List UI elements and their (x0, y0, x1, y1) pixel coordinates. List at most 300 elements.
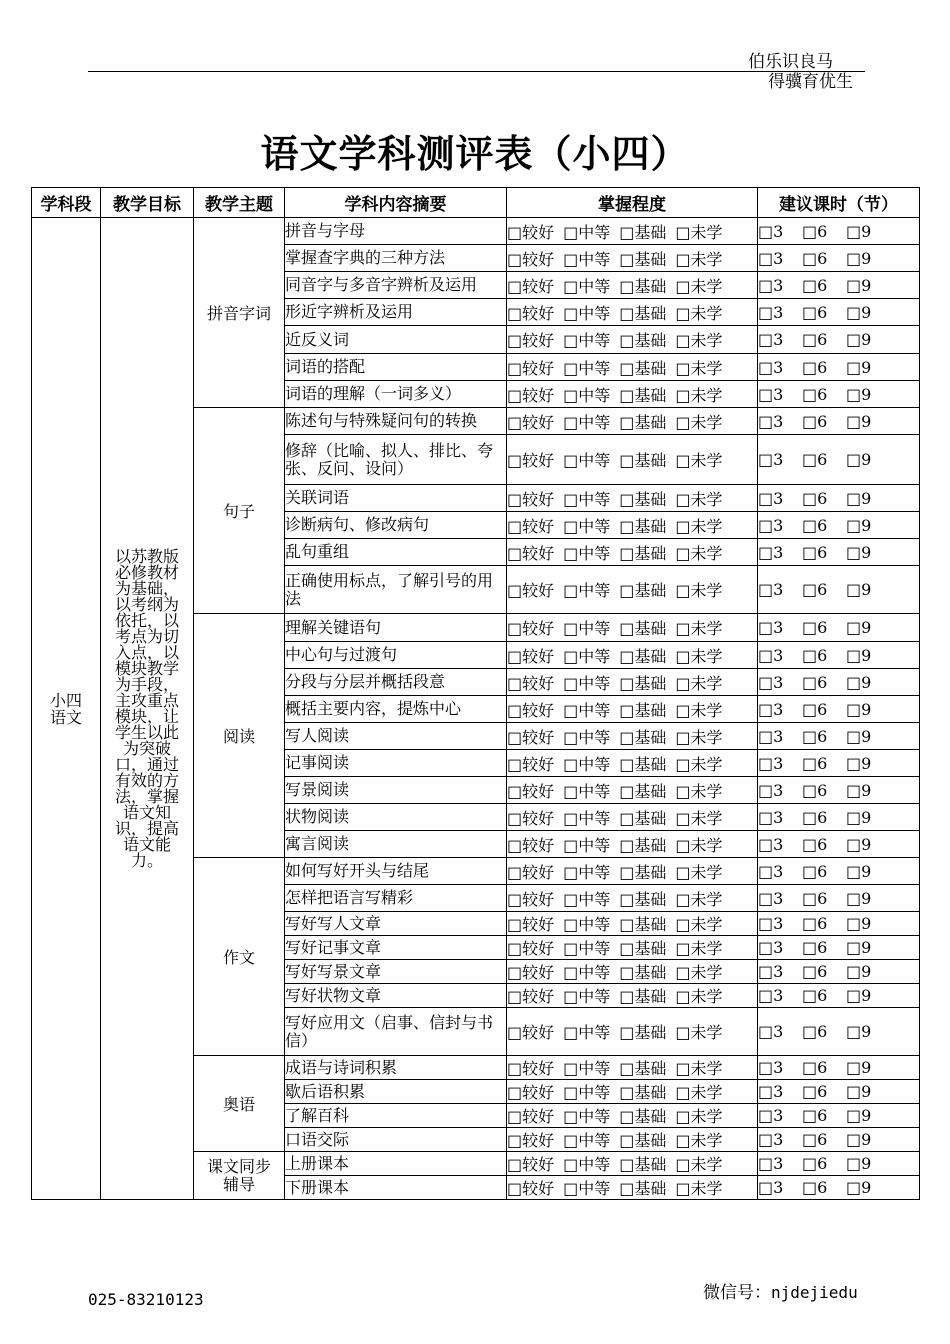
mastery-checkbox-basic[interactable]: □基础 (619, 987, 667, 1006)
hours-checkbox-6[interactable]: □6 (802, 302, 828, 322)
mastery-checkbox-basic[interactable]: □基础 (619, 222, 667, 242)
mastery-checkbox-basic[interactable]: □基础 (619, 727, 667, 747)
hours-options (758, 614, 920, 642)
mastery-checkbox-unlearned[interactable]: □未学 (675, 939, 723, 958)
hours-checkbox-9[interactable]: □9 (846, 411, 872, 431)
content-text: 分段与分层并概括段意 (285, 672, 446, 691)
mastery-checkbox-good[interactable]: □较好 (507, 781, 555, 801)
hours-checkbox-6[interactable]: □6 (802, 488, 828, 508)
mastery-checkbox-good[interactable]: □较好 (507, 276, 555, 296)
mastery-checkbox-unlearned[interactable]: □未学 (675, 581, 723, 600)
hours-checkbox-3[interactable]: □3 (758, 1178, 784, 1197)
hours-checkbox-9[interactable]: □9 (846, 645, 872, 665)
mastery-checkbox-unlearned[interactable]: □未学 (675, 516, 723, 536)
mastery-checkbox-basic[interactable]: □基础 (619, 963, 667, 982)
hours-checkbox-3[interactable]: □3 (758, 1130, 784, 1149)
mastery-checkbox-basic[interactable]: □基础 (619, 1023, 667, 1042)
hours-checkbox-6[interactable]: □6 (802, 275, 828, 295)
mastery-checkbox-good[interactable]: □较好 (507, 581, 555, 600)
mastery-checkbox-medium[interactable]: □中等 (563, 1059, 611, 1078)
hours-options (758, 1056, 920, 1080)
mastery-options (507, 512, 758, 539)
mastery-options (507, 245, 758, 272)
hours-checkbox-6[interactable]: □6 (802, 1058, 828, 1077)
mastery-checkbox-medium[interactable]: □中等 (563, 727, 611, 747)
mastery-checkbox-basic[interactable]: □基础 (619, 915, 667, 934)
wechat-label: 微信号： (703, 1283, 771, 1303)
hours-checkbox-3[interactable]: □3 (758, 645, 784, 665)
mastery-checkbox-good[interactable]: □较好 (507, 835, 555, 855)
mastery-checkbox-good[interactable]: □较好 (507, 673, 555, 693)
hours-checkbox-6[interactable]: □6 (802, 726, 828, 746)
mastery-checkbox-unlearned[interactable]: □未学 (675, 727, 723, 747)
mastery-checkbox-good[interactable]: □较好 (507, 646, 555, 666)
mastery-checkbox-unlearned[interactable]: □未学 (675, 1131, 723, 1150)
hours-checkbox-3[interactable]: □3 (758, 1106, 784, 1125)
mastery-checkbox-good[interactable]: □较好 (507, 939, 555, 958)
hours-checkbox-6[interactable]: □6 (802, 580, 828, 599)
mastery-checkbox-unlearned[interactable]: □未学 (675, 963, 723, 982)
mastery-checkbox-unlearned[interactable]: □未学 (675, 385, 723, 405)
hours-checkbox-6[interactable]: □6 (802, 1130, 828, 1149)
hours-checkbox-3[interactable]: □3 (758, 1082, 784, 1101)
hours-checkbox-9[interactable]: □9 (846, 888, 872, 908)
hours-checkbox-3[interactable]: □3 (758, 1058, 784, 1077)
mastery-checkbox-medium[interactable]: □中等 (563, 987, 611, 1006)
mastery-checkbox-unlearned[interactable]: □未学 (675, 331, 723, 350)
hours-checkbox-6[interactable]: □6 (802, 1154, 828, 1173)
hours-options (758, 326, 920, 354)
hours-checkbox-3[interactable]: □3 (758, 1154, 784, 1173)
mastery-options (507, 299, 758, 326)
mastery-checkbox-unlearned[interactable]: □未学 (675, 412, 723, 432)
hours-checkbox-9[interactable]: □9 (846, 1106, 872, 1125)
mastery-checkbox-basic[interactable]: □基础 (619, 543, 667, 563)
hours-checkbox-6[interactable]: □6 (802, 645, 828, 665)
mastery-options (507, 408, 758, 435)
hours-options (758, 885, 920, 912)
mastery-checkbox-unlearned[interactable]: □未学 (675, 646, 723, 666)
hours-checkbox-3[interactable]: □3 (758, 888, 784, 908)
mastery-options (507, 326, 758, 354)
hours-checkbox-6[interactable]: □6 (802, 618, 828, 637)
mastery-checkbox-medium[interactable]: □中等 (563, 781, 611, 801)
mastery-options (507, 1080, 758, 1104)
theme-cell (194, 1152, 285, 1200)
mastery-checkbox-medium[interactable]: □中等 (563, 915, 611, 934)
hours-checkbox-6[interactable]: □6 (802, 1178, 828, 1197)
mastery-checkbox-good[interactable]: □较好 (507, 451, 555, 470)
mastery-checkbox-basic[interactable]: □基础 (619, 619, 667, 638)
mastery-checkbox-medium[interactable]: □中等 (563, 581, 611, 600)
hours-checkbox-3[interactable]: □3 (758, 384, 784, 404)
mastery-checkbox-medium[interactable]: □中等 (563, 700, 611, 720)
hours-options (758, 858, 920, 885)
hours-checkbox-6[interactable]: □6 (802, 938, 828, 957)
hours-checkbox-9[interactable]: □9 (846, 1022, 872, 1041)
mastery-checkbox-good[interactable]: □较好 (507, 619, 555, 638)
mastery-checkbox-unlearned[interactable]: □未学 (675, 862, 723, 882)
phone-number: 025-83210123 (88, 1290, 204, 1309)
hours-checkbox-6[interactable]: □6 (802, 1082, 828, 1101)
hours-checkbox-6[interactable]: □6 (802, 515, 828, 535)
mastery-checkbox-basic[interactable]: □基础 (619, 331, 667, 350)
mastery-checkbox-basic[interactable]: □基础 (619, 489, 667, 509)
mastery-checkbox-good[interactable]: □较好 (507, 963, 555, 982)
hours-checkbox-3[interactable]: □3 (758, 450, 784, 469)
mastery-checkbox-basic[interactable]: □基础 (619, 358, 667, 378)
hours-checkbox-3[interactable]: □3 (758, 699, 784, 719)
hours-checkbox-9[interactable]: □9 (846, 275, 872, 295)
hours-checkbox-9[interactable]: □9 (846, 753, 872, 773)
hours-checkbox-3[interactable]: □3 (758, 861, 784, 881)
mastery-checkbox-basic[interactable]: □基础 (619, 451, 667, 470)
mastery-checkbox-good[interactable]: □较好 (507, 754, 555, 774)
hours-checkbox-6[interactable]: □6 (802, 1022, 828, 1041)
hours-checkbox-6[interactable]: □6 (802, 357, 828, 377)
theme-cell (194, 408, 285, 614)
content-cell (285, 642, 507, 669)
hours-checkbox-3[interactable]: □3 (758, 672, 784, 692)
mastery-checkbox-good[interactable]: □较好 (507, 303, 555, 323)
hours-checkbox-3[interactable]: □3 (758, 488, 784, 508)
mastery-checkbox-good[interactable]: □较好 (507, 1023, 555, 1042)
mastery-options (507, 936, 758, 960)
mastery-checkbox-good[interactable]: □较好 (507, 700, 555, 720)
mastery-checkbox-unlearned[interactable]: □未学 (675, 358, 723, 378)
mastery-checkbox-basic[interactable]: □基础 (619, 1107, 667, 1126)
mastery-checkbox-basic[interactable]: □基础 (619, 303, 667, 323)
mastery-options (507, 1128, 758, 1152)
table-row (32, 218, 920, 245)
hours-checkbox-9[interactable]: □9 (846, 807, 872, 827)
content-cell (285, 326, 507, 354)
hours-checkbox-9[interactable]: □9 (846, 986, 872, 1005)
mastery-options (507, 539, 758, 566)
hours-checkbox-9[interactable]: □9 (846, 1154, 872, 1173)
mastery-options (507, 777, 758, 804)
hours-checkbox-3[interactable]: □3 (758, 330, 784, 349)
mastery-checkbox-basic[interactable]: □基础 (619, 939, 667, 958)
wechat-id: njdejiedu (771, 1283, 858, 1302)
mastery-checkbox-basic[interactable]: □基础 (619, 385, 667, 405)
hours-checkbox-9[interactable]: □9 (846, 1082, 872, 1101)
mastery-checkbox-good[interactable]: □较好 (507, 987, 555, 1006)
hours-checkbox-9[interactable]: □9 (846, 542, 872, 562)
hours-checkbox-3[interactable]: □3 (758, 542, 784, 562)
hours-checkbox-6[interactable]: □6 (802, 248, 828, 268)
content-text: 怎样把语言写精彩 (285, 888, 414, 907)
mastery-checkbox-basic[interactable]: □基础 (619, 581, 667, 600)
teaching-goal-text: 以苏教版必修教材为基础，以考纲为依托，以考点为切入点，以模块教学为手段，主攻重点模块，让学生以此为突破口，通过有效的方法，掌握语文知识，提高语文能力。 (114, 546, 179, 870)
mastery-checkbox-medium[interactable]: □中等 (563, 1107, 611, 1126)
hours-checkbox-6[interactable]: □6 (802, 542, 828, 562)
mastery-checkbox-medium[interactable]: □中等 (563, 754, 611, 774)
mastery-checkbox-unlearned[interactable]: □未学 (675, 781, 723, 801)
content-cell (285, 1128, 507, 1152)
mastery-checkbox-good[interactable]: □较好 (507, 249, 555, 269)
mastery-checkbox-medium[interactable]: □中等 (563, 303, 611, 323)
hours-checkbox-6[interactable]: □6 (802, 753, 828, 773)
mastery-checkbox-basic[interactable]: □基础 (619, 249, 667, 269)
hours-checkbox-9[interactable]: □9 (846, 221, 872, 241)
mastery-checkbox-medium[interactable]: □中等 (563, 516, 611, 536)
mastery-options (507, 804, 758, 831)
mastery-checkbox-basic[interactable]: □基础 (619, 412, 667, 432)
mastery-checkbox-good[interactable]: □较好 (507, 1083, 555, 1102)
mastery-checkbox-medium[interactable]: □中等 (563, 276, 611, 296)
col-header-segment: 学科段 (32, 188, 101, 218)
mastery-checkbox-basic[interactable]: □基础 (619, 808, 667, 828)
content-text: 寓言阅读 (285, 834, 350, 853)
mastery-checkbox-medium[interactable]: □中等 (563, 1023, 611, 1042)
hours-checkbox-9[interactable]: □9 (846, 780, 872, 800)
mastery-checkbox-unlearned[interactable]: □未学 (675, 1155, 723, 1174)
mastery-options (507, 381, 758, 408)
hours-checkbox-3[interactable]: □3 (758, 275, 784, 295)
mastery-checkbox-unlearned[interactable]: □未学 (675, 1083, 723, 1102)
hours-checkbox-3[interactable]: □3 (758, 962, 784, 981)
mastery-checkbox-medium[interactable]: □中等 (563, 1131, 611, 1150)
hours-checkbox-3[interactable]: □3 (758, 938, 784, 957)
hours-checkbox-9[interactable]: □9 (846, 330, 872, 349)
mastery-checkbox-good[interactable]: □较好 (507, 889, 555, 909)
mastery-checkbox-medium[interactable]: □中等 (563, 1179, 611, 1198)
mastery-checkbox-medium[interactable]: □中等 (563, 619, 611, 638)
mastery-checkbox-medium[interactable]: □中等 (563, 358, 611, 378)
hours-checkbox-3[interactable]: □3 (758, 515, 784, 535)
mastery-checkbox-medium[interactable]: □中等 (563, 489, 611, 509)
hours-checkbox-9[interactable]: □9 (846, 618, 872, 637)
hours-checkbox-6[interactable]: □6 (802, 962, 828, 981)
mastery-checkbox-basic[interactable]: □基础 (619, 673, 667, 693)
hours-checkbox-6[interactable]: □6 (802, 450, 828, 469)
hours-checkbox-3[interactable]: □3 (758, 807, 784, 827)
wechat-info (703, 1278, 858, 1303)
content-cell (285, 354, 507, 381)
hours-checkbox-3[interactable]: □3 (758, 357, 784, 377)
mastery-checkbox-good[interactable]: □较好 (507, 331, 555, 350)
hours-checkbox-9[interactable]: □9 (846, 515, 872, 535)
mastery-checkbox-unlearned[interactable]: □未学 (675, 249, 723, 269)
mastery-checkbox-unlearned[interactable]: □未学 (675, 619, 723, 638)
hours-checkbox-6[interactable]: □6 (802, 914, 828, 933)
hours-checkbox-9[interactable]: □9 (846, 962, 872, 981)
mastery-checkbox-medium[interactable]: □中等 (563, 673, 611, 693)
hours-checkbox-9[interactable]: □9 (846, 726, 872, 746)
mastery-checkbox-basic[interactable]: □基础 (619, 700, 667, 720)
hours-checkbox-9[interactable]: □9 (846, 1178, 872, 1197)
theme-label: 句子 (222, 502, 255, 521)
hours-checkbox-9[interactable]: □9 (846, 938, 872, 957)
hours-checkbox-3[interactable]: □3 (758, 780, 784, 800)
mastery-checkbox-good[interactable]: □较好 (507, 412, 555, 432)
hours-checkbox-3[interactable]: □3 (758, 302, 784, 322)
hours-checkbox-6[interactable]: □6 (802, 699, 828, 719)
content-cell (285, 885, 507, 912)
mastery-checkbox-unlearned[interactable]: □未学 (675, 222, 723, 242)
mastery-checkbox-medium[interactable]: □中等 (563, 889, 611, 909)
hours-checkbox-6[interactable]: □6 (802, 1106, 828, 1125)
mastery-checkbox-unlearned[interactable]: □未学 (675, 889, 723, 909)
mastery-checkbox-medium[interactable]: □中等 (563, 835, 611, 855)
teaching-goal-cell (101, 218, 194, 1200)
mastery-checkbox-good[interactable]: □较好 (507, 385, 555, 405)
mastery-checkbox-good[interactable]: □较好 (507, 1059, 555, 1078)
mastery-checkbox-basic[interactable]: □基础 (619, 276, 667, 296)
mastery-options (507, 960, 758, 984)
mastery-checkbox-good[interactable]: □较好 (507, 516, 555, 536)
mastery-checkbox-basic[interactable]: □基础 (619, 1131, 667, 1150)
hours-checkbox-6[interactable]: □6 (802, 888, 828, 908)
mastery-options (507, 750, 758, 777)
mastery-checkbox-medium[interactable]: □中等 (563, 222, 611, 242)
hours-checkbox-9[interactable]: □9 (846, 580, 872, 599)
content-cell (285, 804, 507, 831)
mastery-checkbox-unlearned[interactable]: □未学 (675, 1023, 723, 1042)
hours-checkbox-6[interactable]: □6 (802, 986, 828, 1005)
hours-checkbox-3[interactable]: □3 (758, 248, 784, 268)
assessment-table (31, 187, 920, 1200)
mastery-checkbox-medium[interactable]: □中等 (563, 1155, 611, 1174)
mastery-checkbox-medium[interactable]: □中等 (563, 543, 611, 563)
hours-checkbox-3[interactable]: □3 (758, 1022, 784, 1041)
hours-checkbox-9[interactable]: □9 (846, 699, 872, 719)
hours-checkbox-3[interactable]: □3 (758, 753, 784, 773)
mastery-checkbox-good[interactable]: □较好 (507, 489, 555, 509)
hours-checkbox-6[interactable]: □6 (802, 807, 828, 827)
mastery-checkbox-medium[interactable]: □中等 (563, 939, 611, 958)
hours-checkbox-9[interactable]: □9 (846, 488, 872, 508)
hours-checkbox-9[interactable]: □9 (846, 450, 872, 469)
hours-checkbox-9[interactable]: □9 (846, 672, 872, 692)
mastery-checkbox-basic[interactable]: □基础 (619, 1179, 667, 1198)
mastery-checkbox-good[interactable]: □较好 (507, 222, 555, 242)
content-cell (285, 1056, 507, 1080)
mastery-checkbox-medium[interactable]: □中等 (563, 808, 611, 828)
content-cell (285, 435, 507, 485)
mastery-checkbox-unlearned[interactable]: □未学 (675, 1107, 723, 1126)
mastery-checkbox-good[interactable]: □较好 (507, 1155, 555, 1174)
mastery-checkbox-basic[interactable]: □基础 (619, 1155, 667, 1174)
hours-checkbox-6[interactable]: □6 (802, 672, 828, 692)
hours-checkbox-9[interactable]: □9 (846, 861, 872, 881)
content-cell (285, 614, 507, 642)
mastery-checkbox-good[interactable]: □较好 (507, 727, 555, 747)
content-text: 上册课本 (285, 1153, 350, 1173)
hours-checkbox-6[interactable]: □6 (802, 861, 828, 881)
mastery-checkbox-good[interactable]: □较好 (507, 1107, 555, 1126)
content-text: 近反义词 (285, 329, 350, 349)
hours-checkbox-9[interactable]: □9 (846, 1058, 872, 1077)
mastery-checkbox-unlearned[interactable]: □未学 (675, 835, 723, 855)
mastery-checkbox-unlearned[interactable]: □未学 (675, 543, 723, 563)
mastery-checkbox-medium[interactable]: □中等 (563, 331, 611, 350)
mastery-checkbox-basic[interactable]: □基础 (619, 835, 667, 855)
mastery-checkbox-good[interactable]: □较好 (507, 358, 555, 378)
mastery-checkbox-basic[interactable]: □基础 (619, 516, 667, 536)
mastery-checkbox-unlearned[interactable]: □未学 (675, 1059, 723, 1078)
mastery-checkbox-medium[interactable]: □中等 (563, 451, 611, 470)
mastery-checkbox-good[interactable]: □较好 (507, 1179, 555, 1198)
mastery-checkbox-basic[interactable]: □基础 (619, 1083, 667, 1102)
mastery-checkbox-unlearned[interactable]: □未学 (675, 915, 723, 934)
mastery-checkbox-unlearned[interactable]: □未学 (675, 987, 723, 1006)
col-header-content: 学科内容摘要 (285, 188, 507, 218)
mastery-checkbox-basic[interactable]: □基础 (619, 889, 667, 909)
mastery-checkbox-medium[interactable]: □中等 (563, 1083, 611, 1102)
hours-checkbox-9[interactable]: □9 (846, 914, 872, 933)
hours-checkbox-6[interactable]: □6 (802, 221, 828, 241)
mastery-options (507, 218, 758, 245)
hours-checkbox-9[interactable]: □9 (846, 834, 872, 854)
mastery-checkbox-basic[interactable]: □基础 (619, 646, 667, 666)
mastery-checkbox-good[interactable]: □较好 (507, 915, 555, 934)
content-cell (285, 218, 507, 245)
mastery-checkbox-unlearned[interactable]: □未学 (675, 489, 723, 509)
content-text: 陈述句与特殊疑问句的转换 (285, 411, 478, 430)
mastery-checkbox-basic[interactable]: □基础 (619, 1059, 667, 1078)
mastery-checkbox-medium[interactable]: □中等 (563, 412, 611, 432)
mastery-checkbox-medium[interactable]: □中等 (563, 249, 611, 269)
mastery-checkbox-unlearned[interactable]: □未学 (675, 673, 723, 693)
hours-options (758, 936, 920, 960)
mastery-checkbox-good[interactable]: □较好 (507, 543, 555, 563)
mastery-options (507, 858, 758, 885)
mastery-checkbox-unlearned[interactable]: □未学 (675, 700, 723, 720)
content-cell (285, 831, 507, 858)
hours-checkbox-3[interactable]: □3 (758, 986, 784, 1005)
mastery-checkbox-medium[interactable]: □中等 (563, 963, 611, 982)
mastery-checkbox-medium[interactable]: □中等 (563, 646, 611, 666)
hours-checkbox-9[interactable]: □9 (846, 1130, 872, 1149)
mastery-checkbox-basic[interactable]: □基础 (619, 781, 667, 801)
hours-checkbox-3[interactable]: □3 (758, 221, 784, 241)
content-cell (285, 272, 507, 299)
hours-checkbox-6[interactable]: □6 (802, 780, 828, 800)
mastery-checkbox-unlearned[interactable]: □未学 (675, 1179, 723, 1198)
mastery-checkbox-basic[interactable]: □基础 (619, 754, 667, 774)
hours-checkbox-3[interactable]: □3 (758, 726, 784, 746)
hours-checkbox-6[interactable]: □6 (802, 834, 828, 854)
hours-checkbox-9[interactable]: □9 (846, 302, 872, 322)
mastery-checkbox-basic[interactable]: □基础 (619, 862, 667, 882)
mastery-checkbox-medium[interactable]: □中等 (563, 862, 611, 882)
hours-checkbox-9[interactable]: □9 (846, 384, 872, 404)
hours-checkbox-9[interactable]: □9 (846, 357, 872, 377)
mastery-checkbox-medium[interactable]: □中等 (563, 385, 611, 405)
mastery-checkbox-unlearned[interactable]: □未学 (675, 303, 723, 323)
hours-checkbox-9[interactable]: □9 (846, 248, 872, 268)
mastery-checkbox-good[interactable]: □较好 (507, 1131, 555, 1150)
mastery-checkbox-good[interactable]: □较好 (507, 862, 555, 882)
mastery-checkbox-unlearned[interactable]: □未学 (675, 451, 723, 470)
mastery-checkbox-unlearned[interactable]: □未学 (675, 754, 723, 774)
hours-checkbox-3[interactable]: □3 (758, 411, 784, 431)
hours-checkbox-6[interactable]: □6 (802, 330, 828, 349)
hours-checkbox-6[interactable]: □6 (802, 384, 828, 404)
hours-checkbox-3[interactable]: □3 (758, 834, 784, 854)
hours-checkbox-6[interactable]: □6 (802, 411, 828, 431)
hours-checkbox-3[interactable]: □3 (758, 618, 784, 637)
hours-options (758, 408, 920, 435)
mastery-checkbox-unlearned[interactable]: □未学 (675, 276, 723, 296)
mastery-checkbox-good[interactable]: □较好 (507, 808, 555, 828)
hours-checkbox-3[interactable]: □3 (758, 914, 784, 933)
theme-label: 作文 (222, 948, 255, 967)
mastery-checkbox-unlearned[interactable]: □未学 (675, 808, 723, 828)
hours-checkbox-3[interactable]: □3 (758, 580, 784, 599)
